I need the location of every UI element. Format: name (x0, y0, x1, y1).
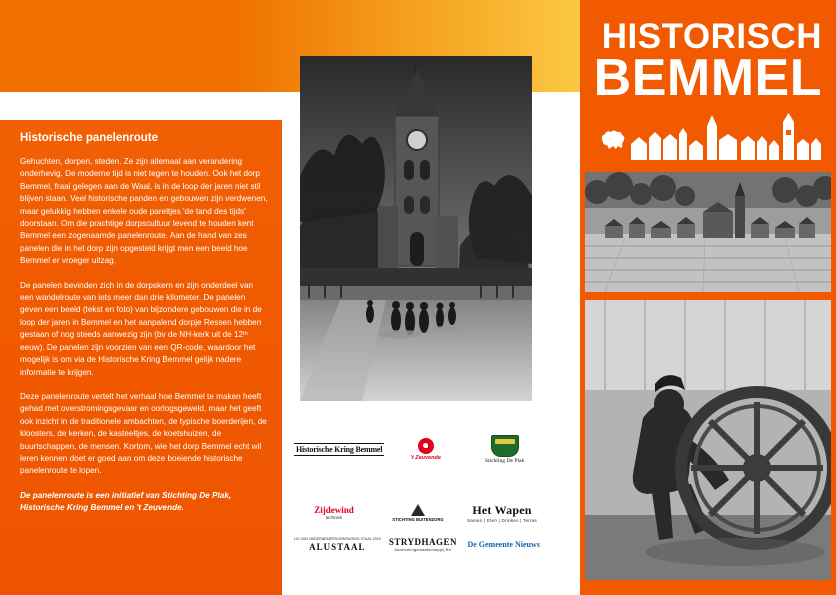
wheelwright-photo (585, 300, 831, 580)
logo-strydhagen-sub: Aannemingsmaatschappij BV (394, 546, 452, 552)
logo-het-wapen-sub: Samen | Eten | Drinken | Terras (467, 517, 537, 523)
aerial-village-photo (585, 172, 831, 292)
main-historic-photo (300, 56, 532, 401)
logo-buitenzorg (376, 497, 460, 529)
logo-strydhagen-label: STRYDHAGEN (388, 536, 458, 547)
crest-icon (491, 435, 519, 457)
title-line-2: BEMMEL (593, 49, 822, 107)
title-line-1: HISTORISCH (601, 17, 822, 56)
village-skyline-icon (597, 112, 825, 160)
poster-title (593, 17, 822, 107)
tree-icon (411, 504, 425, 516)
logo-gemeente-nieuws-label: De Gemeente Nieuws (467, 539, 540, 549)
intro-text-column (20, 132, 268, 527)
logo-alustaal-label: ALUSTAAL (309, 541, 366, 552)
logo-buitenzorg-label: STICHTING BUITENZORG (392, 516, 444, 522)
logo-zeuvende-label: 't Zeuvende (410, 454, 441, 461)
initiators-label: INITIATIEFNEMERS: (292, 415, 351, 421)
logo-zijdewind (292, 497, 376, 529)
logo-stichting-de-plak (465, 425, 544, 473)
logo-het-wapen-label: Het Wapen (472, 502, 532, 517)
thanks-logo-row (292, 497, 544, 560)
intro-paragraph-2: De panelen bevinden zich in de dorpskern en zijn onderdeel van een wandelroute van iets meer dan drie kilometer. De panelen geven een beeld (tekst en foto) van bijzondere gebouwen die in de loop der jaren in Bemmel en het aanpalend dorpje Ressen hebben gestaan of nog steeds aanwezig zijn (bv de NH-kerk uit de 12ᵗʰ eeuw). De panelen zijn voorzien van een QR-code, waardoor het mogelijk is om via de Historische Kring Bemmel gelijk nadere informatie te krijgen. (20, 280, 262, 377)
logo-zijdewind-sub: techniek (325, 515, 343, 521)
logo-het-wapen (460, 497, 544, 529)
logo-plak-label: Stichting De Plak (484, 457, 525, 464)
intro-paragraph-3: Deze panelenroute vertelt het verhaal hoe Bemmel te maken heeft gehad met overstromingsgevaar en oorlogsgeweld, maar het geeft ook inzicht in de traditionele ambachten, de typische boerderijen, de kloosters, de kerken, de kasteeltjes, de koetshuizen, de buurtschappen, de mensen. Kortom, wie het dorp Bemmel echt wil leren kennen doet er goed aan om deze boeiende historische panelenroute te lopen. (20, 391, 267, 476)
logo-alustaal (292, 529, 383, 561)
logo-strydhagen (383, 529, 464, 561)
logo-alustaal-sub: LID VAN ONDERNEMERSVERENIGING STAAL 2015 (294, 536, 381, 541)
logo-zijdewind-label: Zijdewind (314, 505, 354, 516)
intro-paragraph-1: Gehuchten, dorpen, steden. Ze zijn allemaal aan verandering onderhevig. De moderne tijd is niet tegen te houden. Ook het dorp Bemmel, fraai gelegen aan de Waal, is in de loop der jaren niet stil blijven staan. Veel historische panden en gebouwen zijn verdwenen, maar gelukkig hebben enkele oude pareltjes 'de tand des tijds' doorstaan. Om die prachtige dorpscultuur levend te houden kent Bemmel een zogenaamde panelenroute. Aan de hand van zes panelen die in het dorp zijn opgesteld krijgt men een beeld hoe Bemmel er vroeger uitzag. (20, 157, 268, 266)
initiators-logo-row (292, 425, 544, 473)
flower-icon (418, 438, 434, 454)
logo-historische-kring-bemmel: Historische Kring Bemmel (296, 444, 383, 454)
designer-credit: ontwerp: STUDIO ARCH (556, 436, 562, 497)
intro-closing-note: De panelenroute is een initiatief van Stichting De Plak, Historische Kring Bemmel en 't Zeuvende. (20, 490, 232, 513)
logo-zeuvende (386, 425, 465, 473)
thanks-label: MET DANK AAN: (292, 487, 341, 493)
page-title: Historische panelenroute (20, 132, 159, 144)
logo-gemeente-nieuws (463, 529, 544, 561)
